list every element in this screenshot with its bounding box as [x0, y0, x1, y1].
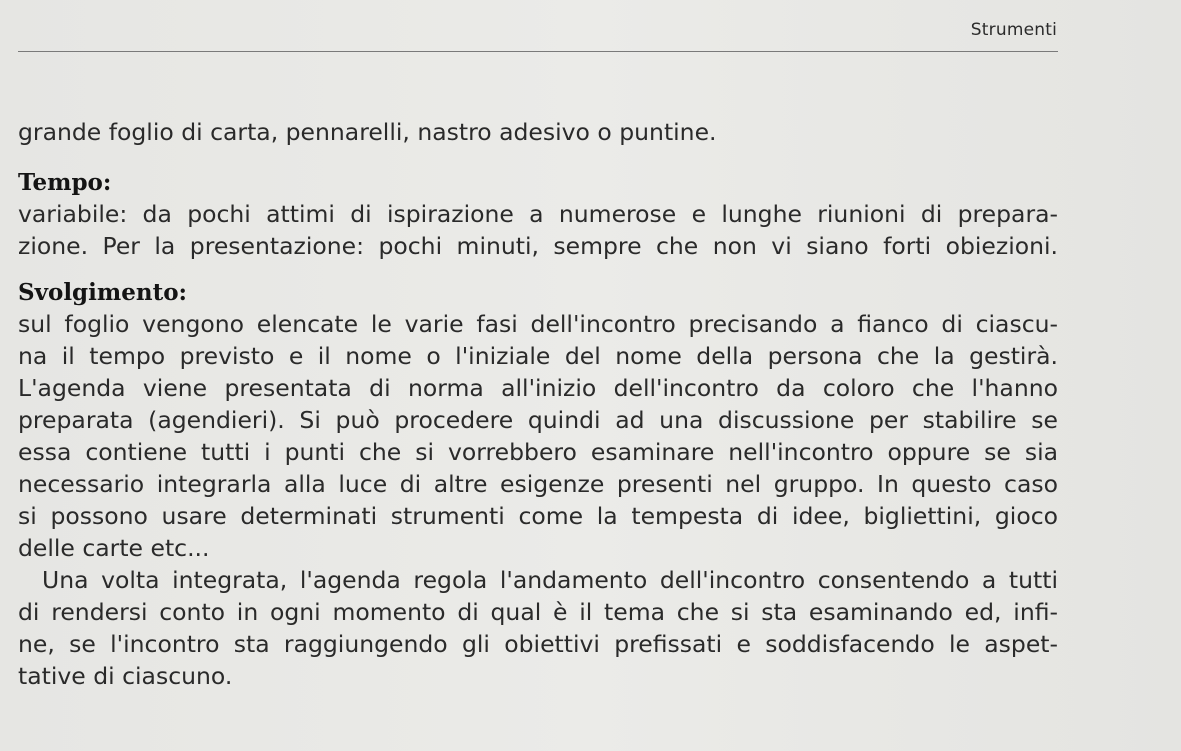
svolgimento-heading: Svolgimento:: [18, 279, 188, 306]
svolgimento-line: delle carte etc...: [18, 534, 210, 562]
svolgimento-line: necessario integrarla alla luce di altre esigenze presenti nel gruppo. In questo caso: [18, 470, 1058, 498]
svolgimento-line: preparata (agendieri). Si può procedere quindi ad una discussione per stabilire se: [18, 406, 1058, 434]
spacer: [18, 148, 1058, 168]
header-rule: [18, 51, 1058, 52]
materials-line: grande foglio di carta, pennarelli, nastro adesivo o puntine.: [18, 118, 717, 146]
tempo-heading: Tempo:: [18, 169, 112, 196]
spacer: [18, 262, 1058, 278]
tempo-line: zione. Per la presentazione: pochi minuti, sempre che non vi siano forti obiezioni.: [18, 232, 1058, 260]
paragraph2-line: tative di ciascuno.: [18, 662, 233, 690]
running-header: Strumenti: [970, 20, 1057, 40]
svolgimento-line: sul foglio vengono elencate le varie fasi dell'incontro precisando a fianco di ciascu-: [18, 310, 1058, 338]
paragraph2-line: ne, se l'incontro sta raggiungendo gli obiettivi prefissati e soddisfacendo le aspet-: [18, 630, 1058, 658]
svolgimento-line: si possono usare determinati strumenti come la tempesta di idee, bigliettini, gioco: [18, 502, 1058, 530]
svolgimento-line: na il tempo previsto e il nome o l'iniziale del nome della persona che la gestirà.: [18, 342, 1058, 370]
paragraph2-line: di rendersi conto in ogni momento di qual è il tema che si sta esaminando ed, infi-: [18, 598, 1058, 626]
page-body: [18, 116, 1058, 692]
svolgimento-line: essa contiene tutti i punti che si vorrebbero esaminare nell'incontro oppure se sia: [18, 438, 1058, 466]
paragraph2-line: Una volta integrata, l'agenda regola l'andamento dell'incontro consentendo a tutti: [42, 566, 1058, 594]
tempo-line: variabile: da pochi attimi di ispirazione a numerose e lunghe riunioni di prepara-: [18, 200, 1058, 228]
svolgimento-line: L'agenda viene presentata di norma all'inizio dell'incontro da coloro che l'hanno: [18, 374, 1058, 402]
